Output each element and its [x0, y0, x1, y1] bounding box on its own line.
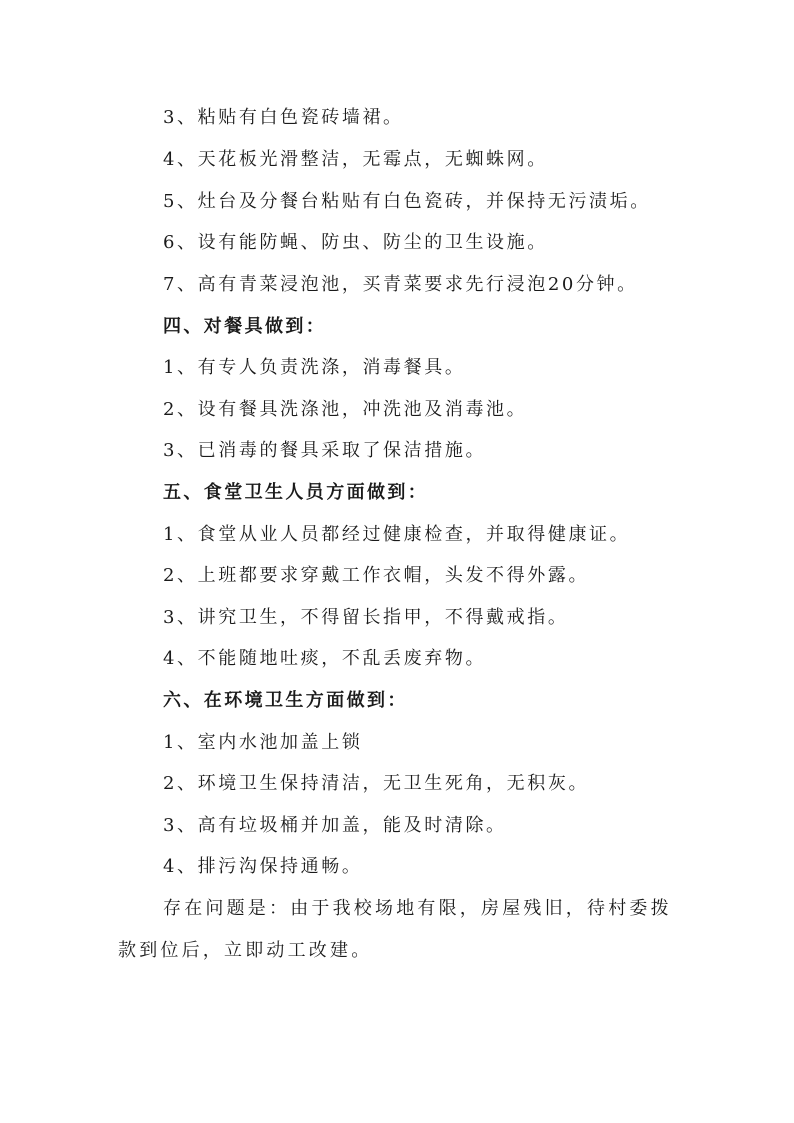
section-heading: 四、对餐具做到：: [163, 316, 327, 337]
section-heading: 五、食堂卫生人员方面做到：: [163, 482, 429, 503]
list-item: 1、室内水池加盖上锁: [163, 732, 363, 753]
list-item: 5、灶台及分餐台粘贴有白色瓷砖，并保持无污渍垢。: [163, 191, 651, 212]
list-item: 3、已消毒的餐具采取了保洁措施。: [163, 440, 487, 461]
list-item: 7、高有青菜浸泡池，买青菜要求先行浸泡20分钟。: [163, 274, 638, 295]
list-item: 2、设有餐具洗涤池，冲洗池及消毒池。: [163, 399, 528, 420]
section-heading: 六、在环境卫生方面做到：: [163, 690, 408, 711]
list-item: 1、有专人负责洗涤，消毒餐具。: [163, 357, 466, 378]
paragraph-line: 存在问题是：由于我校场地有限，房屋残旧，待村委拨: [163, 898, 672, 919]
list-item: 4、不能随地吐痰，不乱丢废弃物。: [163, 648, 487, 669]
list-item: 3、高有垃圾桶并加盖，能及时清除。: [163, 815, 507, 836]
list-item: 2、上班都要求穿戴工作衣帽，头发不得外露。: [163, 565, 590, 586]
list-item: 3、粘贴有白色瓷砖墙裙。: [163, 107, 404, 128]
list-item: 4、天花板光滑整洁，无霉点，无蜘蛛网。: [163, 149, 548, 170]
list-item: 2、环境卫生保持清洁，无卫生死角，无积灰。: [163, 773, 590, 794]
list-item: 6、设有能防蝇、防虫、防尘的卫生设施。: [163, 232, 548, 253]
list-item: 3、讲究卫生，不得留长指甲，不得戴戒指。: [163, 607, 569, 628]
list-item: 1、食堂从业人员都经过健康检查，并取得健康证。: [163, 524, 631, 545]
list-item: 4、排污沟保持通畅。: [163, 856, 363, 877]
paragraph-line: 款到位后，立即动工改建。: [118, 940, 373, 961]
